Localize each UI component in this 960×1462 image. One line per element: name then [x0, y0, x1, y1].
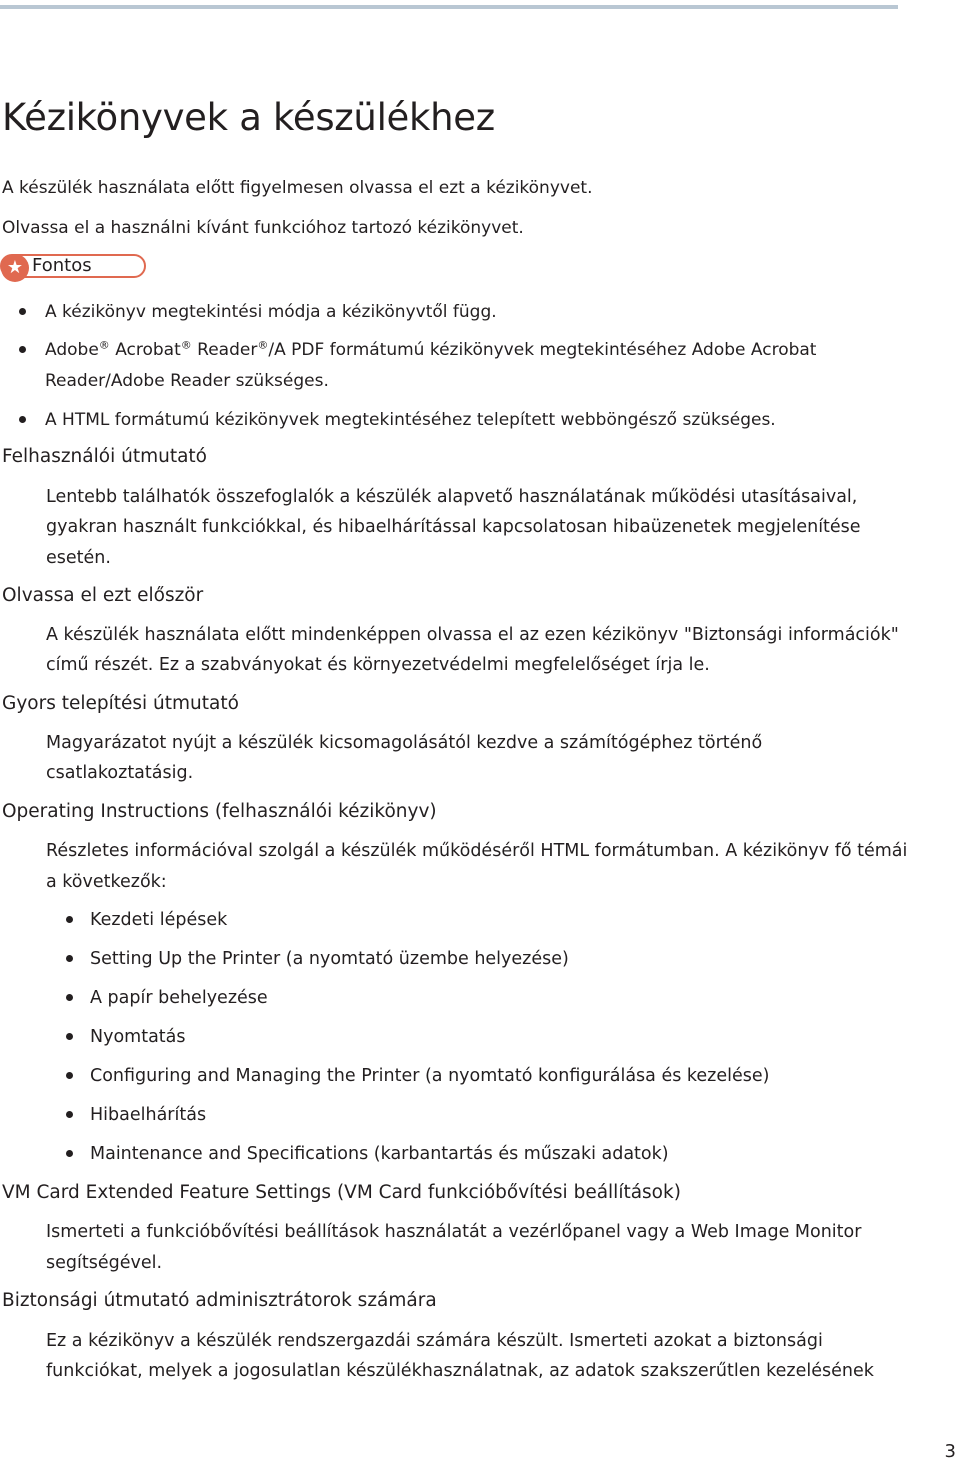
important-label: Fontos — [32, 255, 92, 276]
section-text: csatlakoztatásig. — [46, 763, 194, 783]
bullet — [66, 1111, 73, 1118]
section-text: Ez a kézikönyv a készülék rendszergazdái számára készült. Ismerteti azokat a biztonsági — [46, 1331, 823, 1351]
bullet — [66, 1033, 73, 1040]
important-badge — [0, 254, 146, 278]
section-text: segítségével. — [46, 1253, 163, 1273]
list-item: Configuring and Managing the Printer (a nyomtató konfigurálása és kezelése) — [90, 1066, 770, 1086]
list-item: Nyomtatás — [90, 1027, 186, 1047]
section-text: a következők: — [46, 872, 167, 892]
star-icon: ★ — [1, 254, 29, 282]
important-item: Adobe® Acrobat® Reader®/A PDF formátumú kézikönyvek megtekintéséhez Adobe Acrobat — [45, 338, 817, 360]
bullet — [66, 955, 73, 962]
intro-line: A készülék használata előtt figyelmesen olvassa el ezt a kézikönyvet. — [2, 178, 593, 198]
page-title: Kézikönyvek a készülékhez — [2, 96, 495, 139]
list-item: Hibaelhárítás — [90, 1105, 207, 1125]
section-heading: Operating Instructions (felhasználói kézikönyv) — [2, 801, 437, 822]
page-number: 3 — [944, 1441, 956, 1462]
section-text: gyakran használt funkciókkal, és hibaelhárítással kapcsolatosan hibaüzenetek megjelenítése — [46, 517, 861, 537]
section-text: című részét. Ez a szabványokat és környezetvédelmi megfelelőséget írja le. — [46, 655, 710, 675]
important-item-cont: Reader/Adobe Reader szükséges. — [45, 371, 329, 391]
section-text: esetén. — [46, 548, 111, 568]
section-text: Ismerteti a funkcióbővítési beállítások használatát a vezérlőpanel vagy a Web Image Monitor — [46, 1222, 862, 1242]
header-rule — [0, 5, 898, 9]
section-heading: Felhasználói útmutató — [2, 446, 207, 467]
bullet — [66, 1072, 73, 1079]
important-item: A kézikönyv megtekintési módja a kézikönyvtől függ. — [45, 302, 497, 322]
bullet — [19, 416, 26, 423]
bullet — [66, 994, 73, 1001]
section-text: funkciókat, melyek a jogosulatlan készülékhasználatnak, az adatok szakszerűtlen kezelésének — [46, 1361, 874, 1381]
section-heading: Biztonsági útmutató adminisztrátorok számára — [2, 1290, 437, 1311]
section-heading: VM Card Extended Feature Settings (VM Card funkcióbővítési beállítások) — [2, 1182, 681, 1203]
list-item: A papír behelyezése — [90, 988, 268, 1008]
section-heading: Olvassa el ezt először — [2, 585, 204, 606]
list-item: Kezdeti lépések — [90, 910, 228, 930]
intro-line: Olvassa el a használni kívánt funkcióhoz tartozó kézikönyvet. — [2, 218, 524, 238]
section-text: Részletes információval szolgál a készülék működéséről HTML formátumban. A kézikönyv fő témái — [46, 841, 908, 861]
bullet — [66, 916, 73, 923]
section-text: A készülék használata előtt mindenképpen olvassa el az ezen kézikönyv "Biztonsági információk" — [46, 625, 899, 645]
section-heading: Gyors telepítési útmutató — [2, 693, 239, 714]
bullet — [19, 346, 26, 353]
section-text: Lentebb találhatók összefoglalók a készülék alapvető használatának működési utasításaival, — [46, 487, 858, 507]
list-item: Setting Up the Printer (a nyomtató üzembe helyezése) — [90, 949, 569, 969]
section-text: Magyarázatot nyújt a készülék kicsomagolásától kezdve a számítógéphez történő — [46, 733, 763, 753]
list-item: Maintenance and Specifications (karbantartás és műszaki adatok) — [90, 1144, 669, 1164]
bullet — [19, 308, 26, 315]
important-item: A HTML formátumú kézikönyvek megtekintéséhez telepített webböngésző szükséges. — [45, 410, 776, 430]
bullet — [66, 1150, 73, 1157]
